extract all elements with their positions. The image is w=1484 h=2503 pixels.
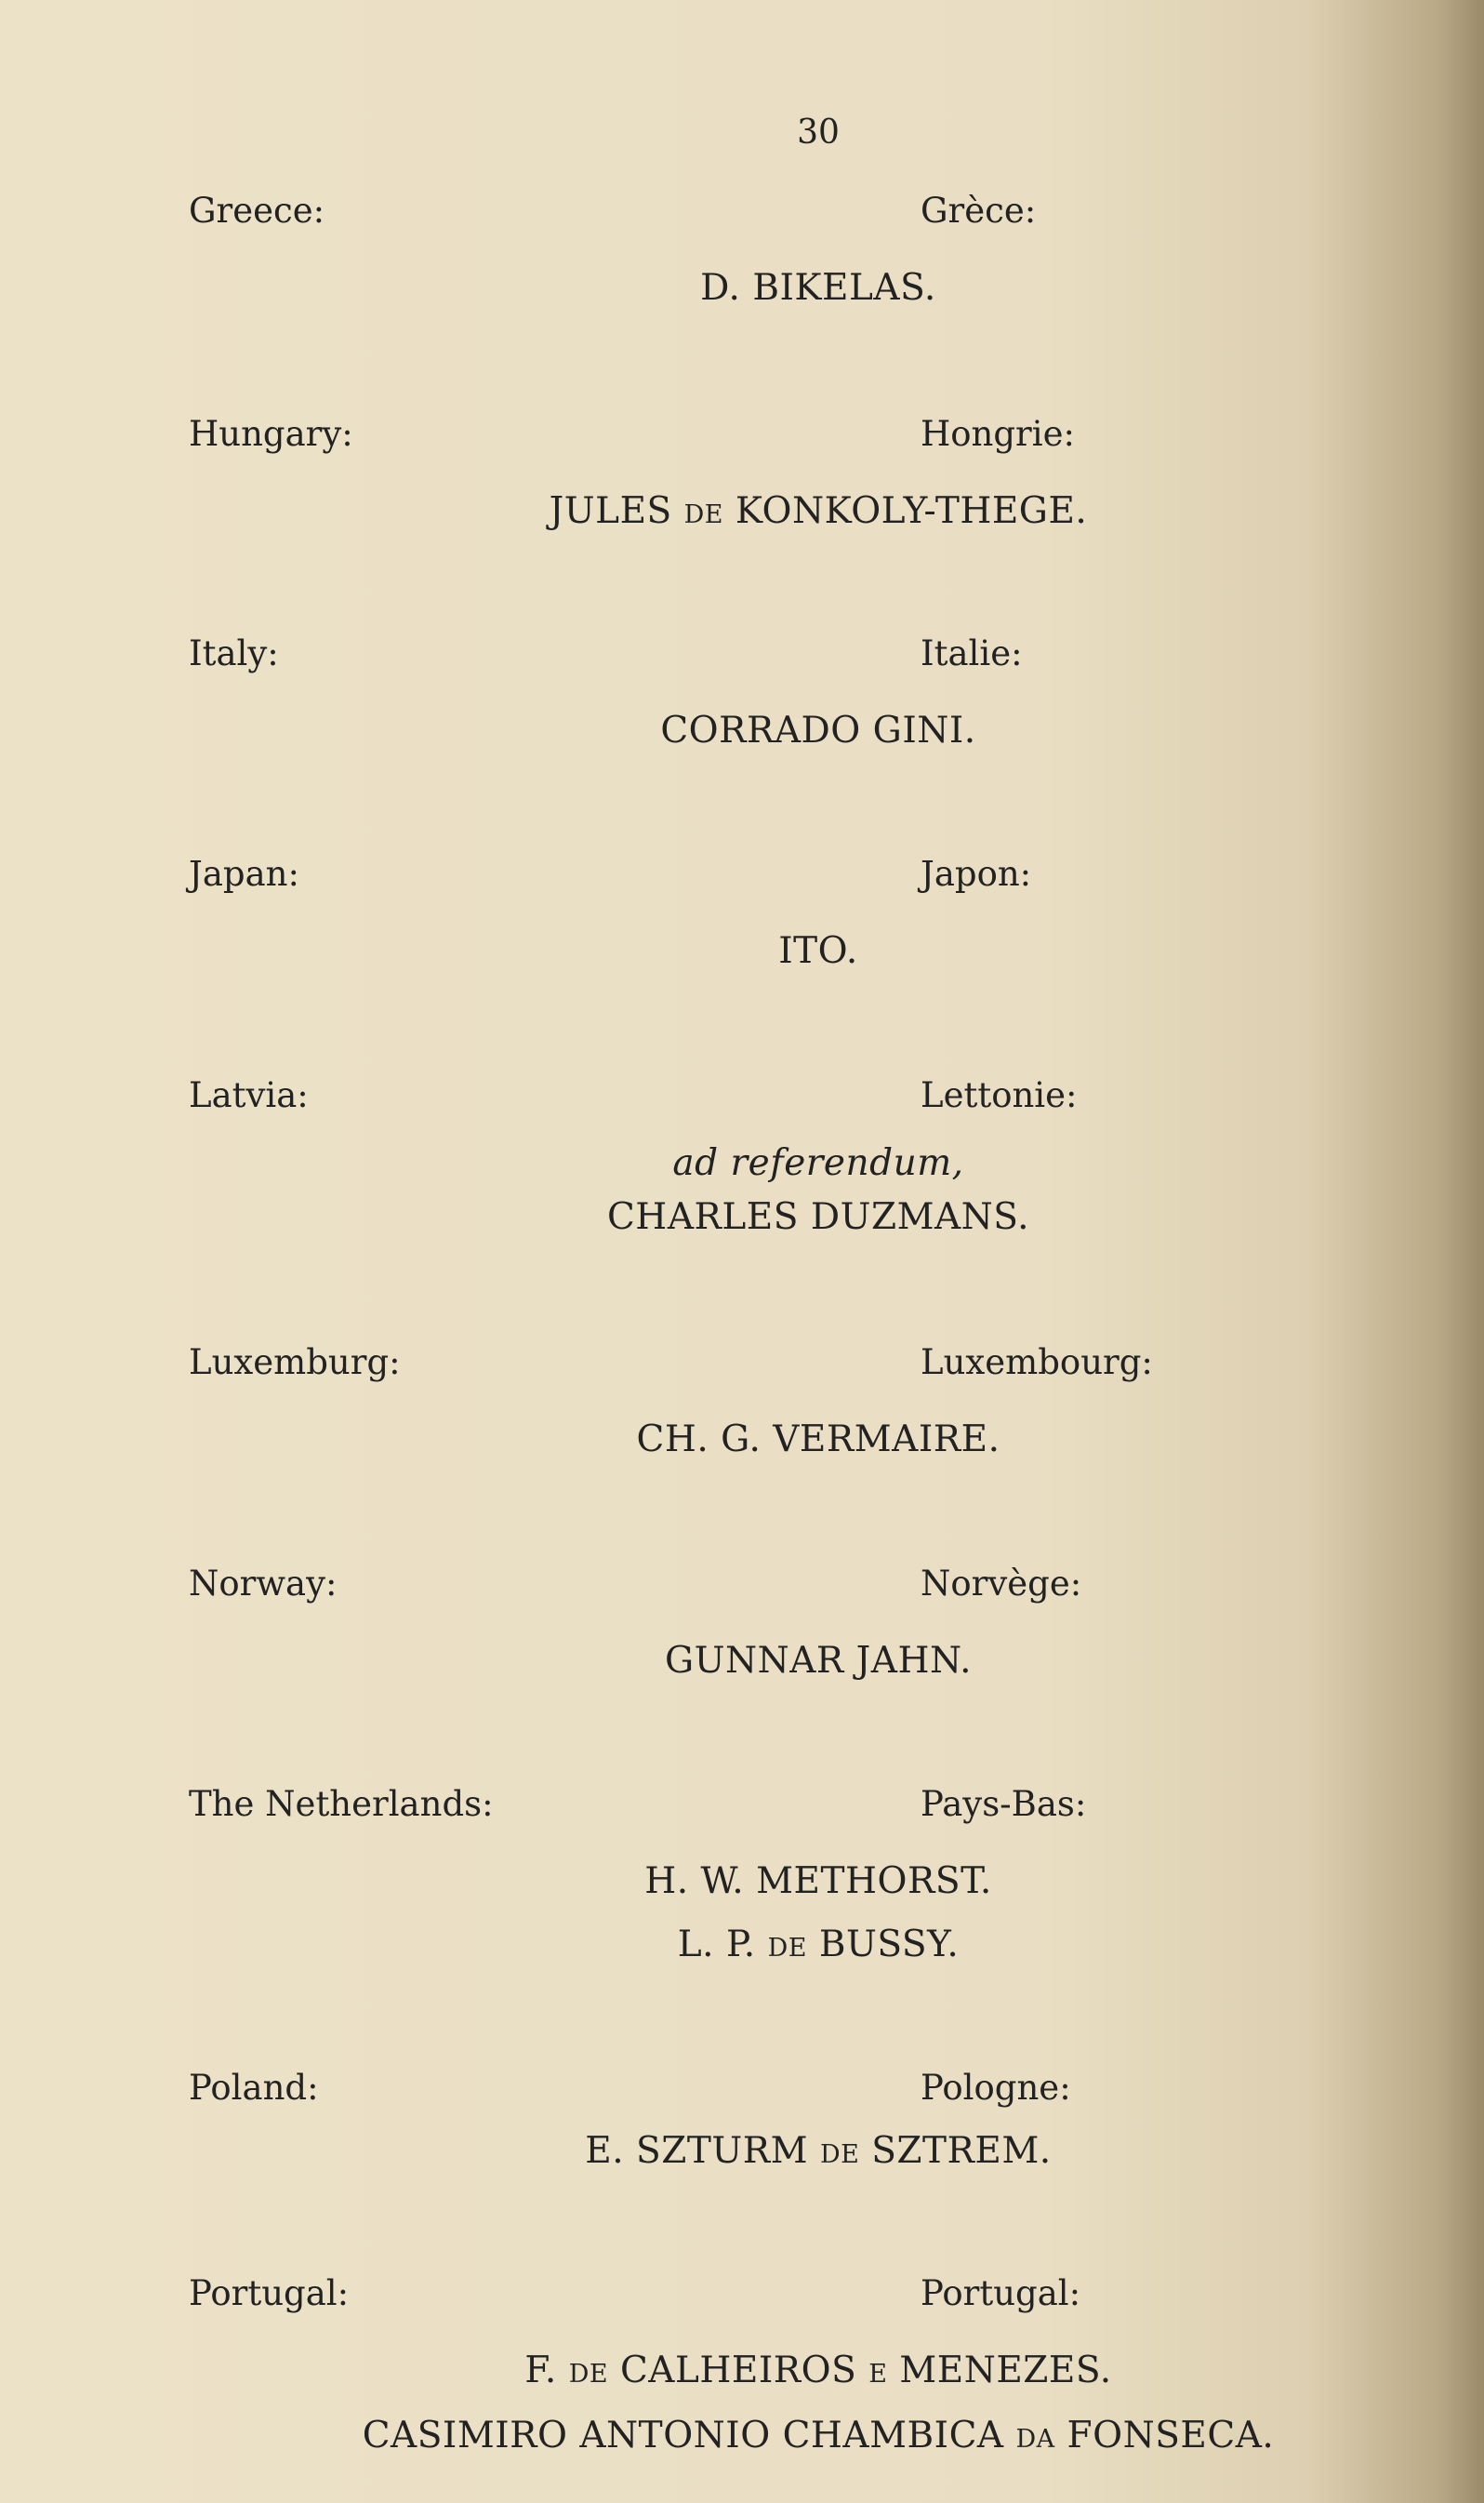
signature: L. P. DE BUSSY. <box>677 1924 960 1965</box>
signature: H. W. METHORST. <box>644 1860 992 1902</box>
country-label-en: Poland: <box>189 2068 319 2108</box>
country-label-fr: Japon: <box>921 854 1032 894</box>
country-label-fr: Hongrie: <box>921 414 1075 454</box>
country-label-en: Japan: <box>189 854 299 894</box>
signature: JULES DE KONKOLY-THEGE. <box>549 490 1088 532</box>
country-label-en: Greece: <box>189 191 325 231</box>
country-label-fr: Grèce: <box>921 191 1037 231</box>
country-label-fr: Portugal: <box>921 2273 1081 2313</box>
signature: D. BIKELAS. <box>700 267 936 309</box>
signature: CHARLES DUZMANS. <box>606 1196 1030 1238</box>
country-label-fr: Luxembourg: <box>921 1342 1153 1382</box>
signature: E. SZTURM DE SZTREM. <box>585 2130 1052 2172</box>
signature: ITO. <box>778 930 858 972</box>
country-label-fr: Lettonie: <box>921 1075 1078 1115</box>
signature: F. DE CALHEIROS E MENEZES. <box>524 2350 1112 2391</box>
country-label-fr: Norvège: <box>921 1564 1082 1604</box>
country-label-fr: Pays-Bas: <box>921 1784 1087 1824</box>
page-number: 30 <box>797 113 840 152</box>
country-label-en: Luxemburg: <box>189 1342 401 1382</box>
signature: CH. G. VERMAIRE. <box>636 1418 1000 1460</box>
signature: CASIMIRO ANTONIO CHAMBICA DA FONSECA. <box>362 2415 1275 2456</box>
country-label-en: Hungary: <box>189 414 353 454</box>
country-label-en: Norway: <box>189 1564 338 1604</box>
country-label-fr: Italie: <box>921 633 1023 673</box>
country-label-en: Portugal: <box>189 2273 350 2313</box>
signature: GUNNAR JAHN. <box>664 1640 973 1682</box>
country-label-en: Italy: <box>189 633 279 673</box>
country-label-en: The Netherlands: <box>189 1784 494 1824</box>
country-label-en: Latvia: <box>189 1075 309 1115</box>
signature: CORRADO GINI. <box>660 710 976 752</box>
country-label-fr: Pologne: <box>921 2068 1071 2108</box>
signature-note: ad referendum, <box>672 1142 964 1184</box>
